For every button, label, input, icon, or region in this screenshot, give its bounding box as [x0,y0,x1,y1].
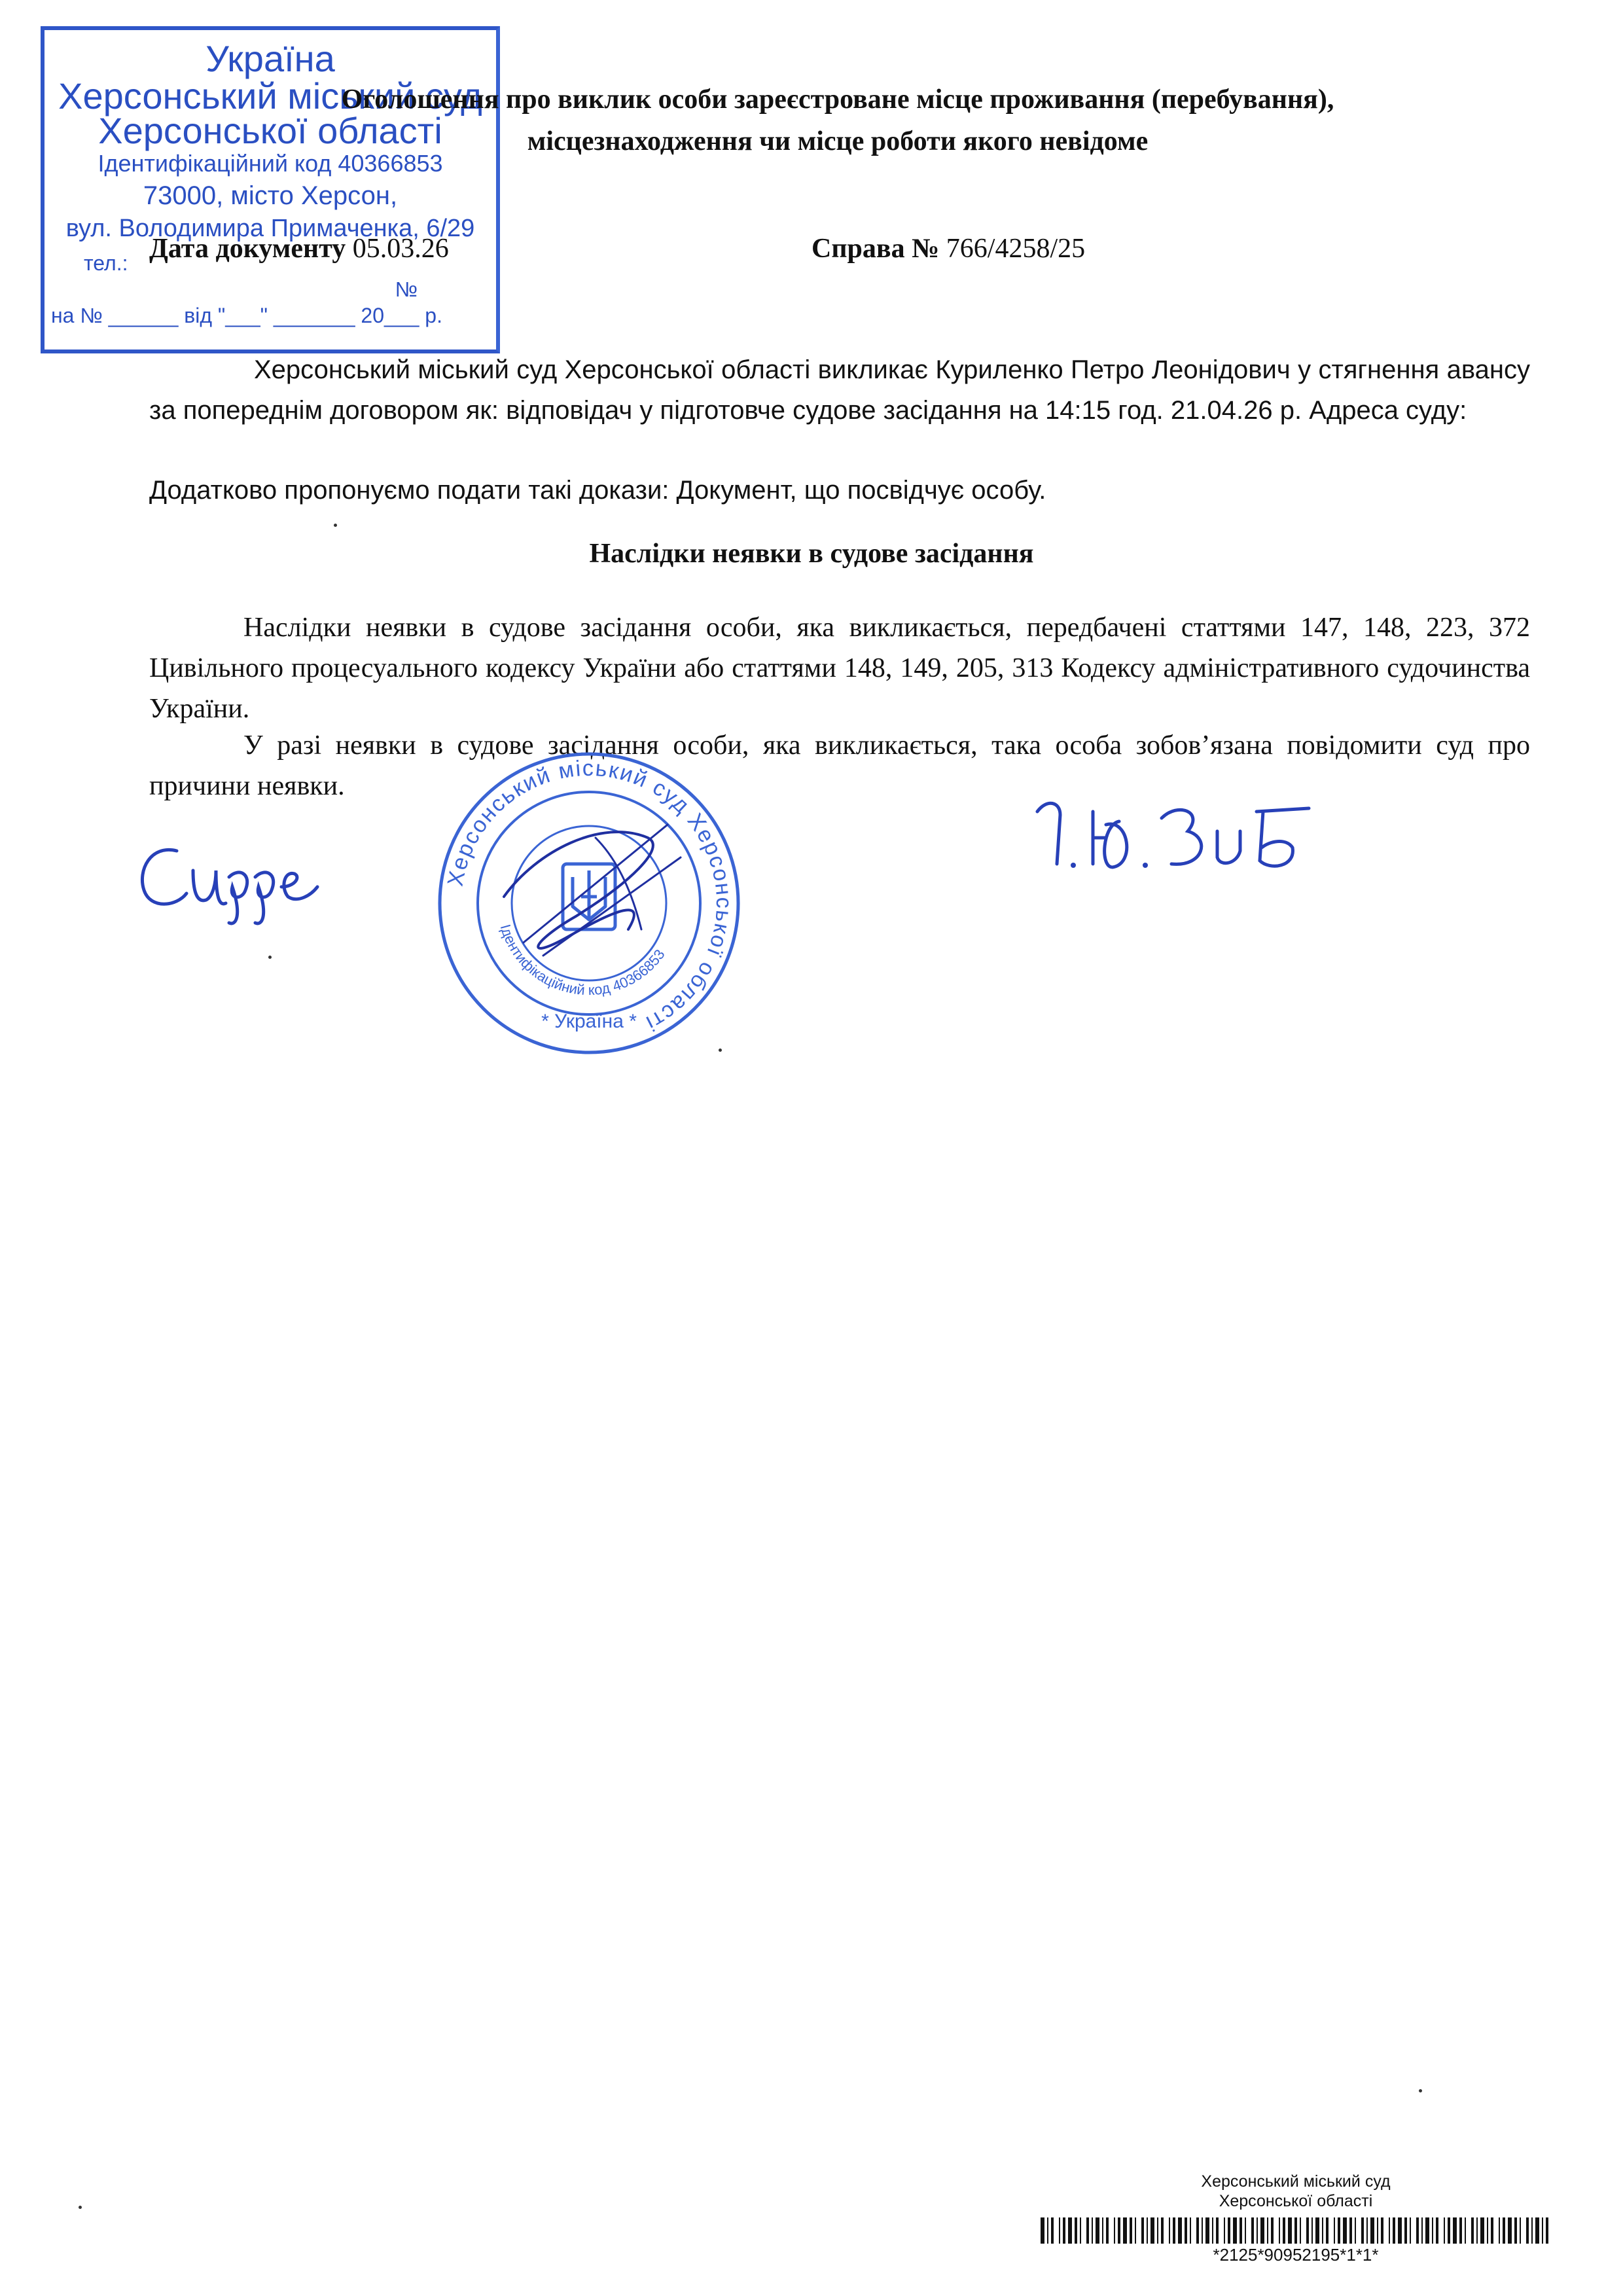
barcode-bar [1075,2217,1077,2244]
barcode-bar [1531,2217,1533,2244]
barcode-bar [1059,2217,1060,2244]
barcode-bar [1366,2217,1368,2244]
barcode-bar [1421,2217,1423,2244]
consequences-paragraph-1 [149,607,1530,729]
barcode-bar [1212,2217,1213,2244]
barcode-bar [1080,2217,1081,2244]
barcode-bar [1260,2217,1264,2244]
barcode-bar [1271,2217,1274,2244]
scan-speck [719,1049,722,1052]
barcode-bar [1173,2217,1175,2244]
barcode-bar [1051,2217,1054,2244]
barcode-bar [1157,2217,1158,2244]
document-title-line1: Оголошення про виклик особи зареєстроване місце проживання (перебування), [341,84,1334,115]
summons-text: Херсонський міський суд Херсонської області викликає Куриленко Петро Леонідович у стягнення авансу за попереднім договором як: відповідач у підготовче судове засідання на 14:15 год. 21.04.26 р. Адреса суду: [149,355,1530,425]
stamp-city: 73000, місто Херсон, [143,181,398,210]
barcode-bar [1381,2217,1383,2244]
stamp-street: вул. Володимира Примаченка, 6/29 [65,215,475,242]
summons-paragraph [149,350,1530,431]
barcode-bar [1535,2217,1539,2244]
barcode-bar [1283,2217,1285,2244]
barcode-bar [1096,2217,1099,2244]
barcode-bar [1135,2217,1136,2244]
consequences-heading: Наслідки неявки в судове засідання [589,539,1034,569]
barcode-bar [1169,2217,1170,2244]
barcode-bar [1245,2217,1246,2244]
stamp-country: Україна [205,38,335,79]
judge-handwritten-label [131,825,366,929]
barcode-bar [1190,2217,1191,2244]
barcode-bar [1178,2217,1182,2244]
barcode-bar [1448,2217,1450,2244]
barcode-bar [1370,2217,1374,2244]
scan-speck [79,2206,82,2209]
barcode-bar [1459,2217,1462,2244]
scan-speck [1419,2089,1422,2092]
barcode-bar [1503,2217,1505,2244]
barcode-bar [1349,2217,1352,2244]
svg-text:* Україна *: * Україна * [541,1011,637,1032]
barcode-bar [1161,2217,1164,2244]
barcode-bar [1526,2217,1529,2244]
barcode [1041,2217,1551,2244]
case-value: 766/4258/25 [946,234,1086,264]
document-title-line2: місцезнаходження чи місце роботи якого невідоме [527,126,1149,156]
case-label: Справа № [812,234,940,264]
consequences-text-1: Наслідки неявки в судове засідання особи, яка викликається, передбачені статтями 147, 148, 223, 372 Цивільного процесуального кодексу України або статтями 148, 149, 205, 313 Кодексу адміністративного судочинства України. [149,613,1530,724]
barcode-bar [1068,2217,1072,2244]
svg-text:Ідентифікаційний код 40366853: Ідентифікаційний код 40366853 [497,922,668,999]
barcode-bar [1130,2217,1132,2244]
barcode-bar [1393,2217,1395,2244]
barcode-bar [1300,2217,1301,2244]
barcode-bar [1150,2217,1154,2244]
barcode-bar [1041,2217,1044,2244]
barcode-bar [1114,2217,1115,2244]
footer-line-1: Херсонський міський суд [1201,2172,1391,2191]
judge-name-handwritten [1021,785,1322,884]
barcode-bar [1343,2217,1347,2244]
barcode-bar [1123,2217,1127,2244]
barcode-bar [1425,2217,1429,2244]
barcode-bar [1205,2217,1209,2244]
barcode-bar [1202,2217,1203,2244]
stamp-id-code: Ідентифікаційний код 40366853 [98,150,443,177]
barcode-bar [1106,2217,1109,2244]
svg-text:Херсонський міський суд Херсон: Херсонський міський суд Херсонської області [442,755,737,1037]
barcode-bar [1491,2217,1493,2244]
barcode-bar [1542,2217,1543,2244]
stamp-region: Херсонської області [98,110,442,151]
barcode-bar [1416,2217,1419,2244]
barcode-bar [1147,2217,1148,2244]
barcode-bar [1233,2217,1237,2244]
barcode-bar [1499,2217,1500,2244]
barcode-bar [1279,2217,1280,2244]
barcode-bar [1471,2217,1474,2244]
barcode-bar [1520,2217,1521,2244]
document-date [149,233,449,264]
barcode-bar [1338,2217,1340,2244]
barcode-bar [1228,2217,1230,2244]
scan-speck [334,524,337,527]
barcode-bar [1453,2217,1457,2244]
barcode-bar [1315,2217,1319,2244]
consequences-text-2: У разі неявки в судове засідання особи, яка викликається, така особа зобов’язана повідомити суд про причини неявки. [149,730,1530,801]
barcode-bar [1476,2217,1478,2244]
barcode-bar [1257,2217,1258,2244]
barcode-bar [1240,2217,1242,2244]
barcode-bar [1432,2217,1433,2244]
barcode-bar [1185,2217,1187,2244]
barcode-bar [1306,2217,1309,2244]
barcode-bar [1355,2217,1356,2244]
barcode-bar [1047,2217,1048,2244]
barcode-bar [1389,2217,1390,2244]
barcode-bar [1377,2217,1378,2244]
barcode-bar [1118,2217,1120,2244]
barcode-bar [1251,2217,1254,2244]
barcode-bar [1398,2217,1402,2244]
barcode-bar [1334,2217,1335,2244]
barcode-bar [1436,2217,1438,2244]
barcode-bar [1224,2217,1225,2244]
case-number [812,233,1085,264]
barcode-bar [1294,2217,1297,2244]
court-round-stamp [432,746,746,1060]
date-value: 05.03.26 [352,234,449,264]
barcode-bar [1092,2217,1093,2244]
consequences-paragraph-2 [149,725,1530,806]
barcode-bar [1410,2217,1411,2244]
barcode-bar [1514,2217,1517,2244]
barcode-bar [1311,2217,1313,2244]
barcode-bar [1404,2217,1407,2244]
barcode-bar [1288,2217,1292,2244]
barcode-bar [1480,2217,1484,2244]
footer-court-name [1041,2172,1551,2211]
barcode-bar [1063,2217,1065,2244]
barcode-bar [1508,2217,1512,2244]
date-label: Дата документу [149,234,346,264]
barcode-bar [1361,2217,1364,2244]
barcode-bar [1326,2217,1329,2244]
barcode-bar [1322,2217,1323,2244]
footer-line-2: Херсонської області [1219,2192,1373,2210]
barcode-bar [1546,2217,1548,2244]
barcode-bar [1444,2217,1445,2244]
barcode-bar [1196,2217,1199,2244]
barcode-bar [1487,2217,1488,2244]
stamp-number: № [395,278,418,301]
additional-evidence: Додатково пропонуємо подати такі докази: Документ, що посвідчує особу. [149,476,1046,505]
barcode-bar [1465,2217,1466,2244]
court-rectangular-stamp [41,26,500,353]
barcode-number: *2125*90952195*1*1* [1213,2245,1379,2265]
stamp-phone: тел.: [84,251,128,275]
barcode-bar [1102,2217,1103,2244]
stamp-court-name: Херсонський міський суд [58,75,482,117]
barcode-bar [1267,2217,1268,2244]
scan-speck [268,956,272,959]
barcode-bar [1216,2217,1219,2244]
barcode-bar [1141,2217,1144,2244]
stamp-reference: на № ______ від "___" _______ 20___ р. [51,304,442,327]
barcode-bar [1086,2217,1089,2244]
